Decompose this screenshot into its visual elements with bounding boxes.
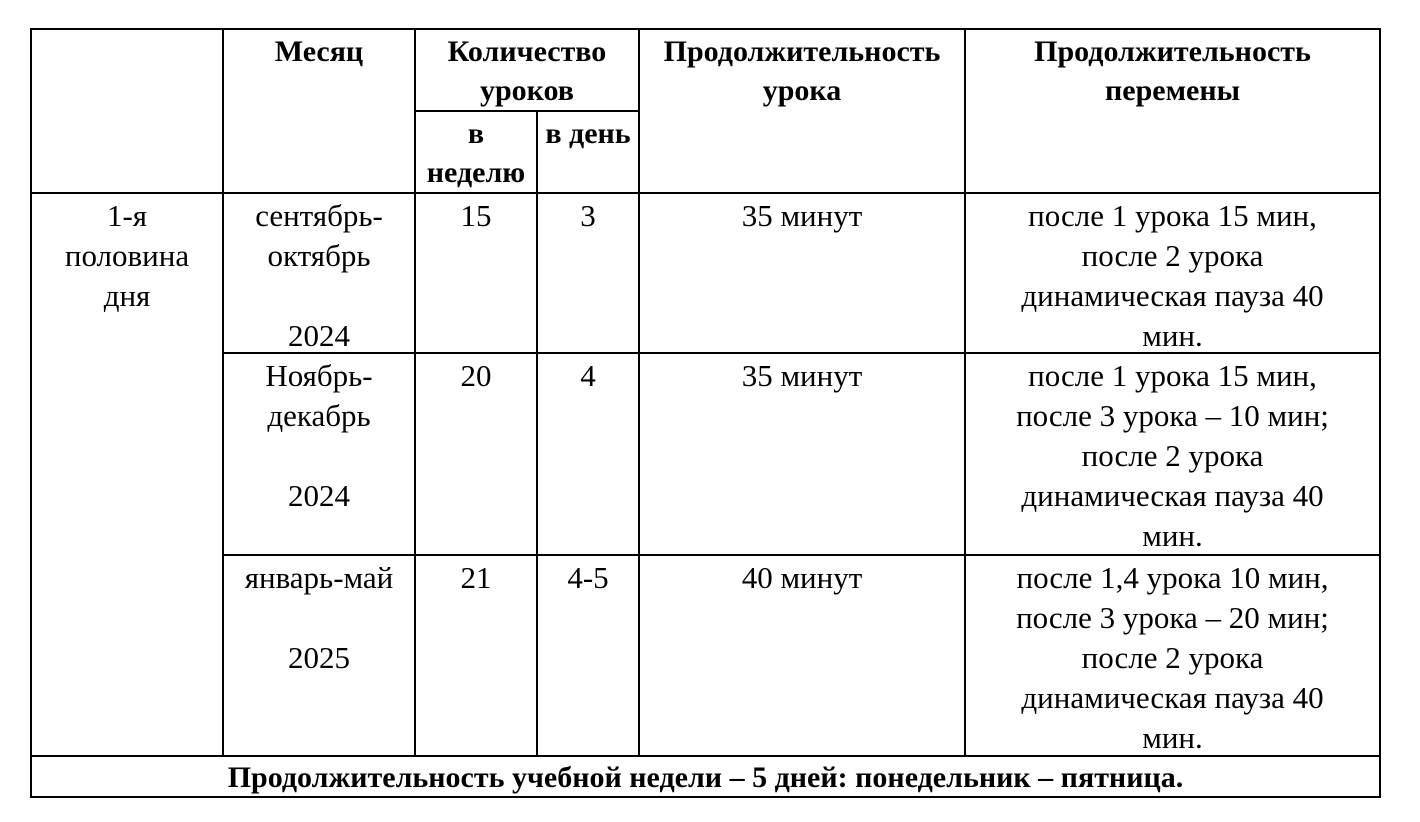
- table-border-top: [30, 28, 1381, 30]
- table-row-3-per-week: 21: [460, 560, 492, 595]
- header-lessons-count: Количество уроков: [447, 35, 607, 107]
- table-row-2-duration: 35 минут: [741, 358, 863, 393]
- header-bottom-line: [30, 192, 1381, 194]
- header-lesson-duration: Продолжительность урока: [663, 35, 941, 107]
- table-row-3-breaks: после 1,4 урока 10 мин, после 3 урока – 20 мин; после 2 урока динамическая пауза 40 мин.: [1016, 560, 1329, 755]
- shift-label: 1-я половина дня: [64, 198, 190, 313]
- table-row-3-duration: 40 минут: [741, 560, 863, 595]
- header-per-day: в день: [545, 117, 631, 150]
- header-split-line: [414, 110, 639, 112]
- table-row-2-per-week: 20: [460, 358, 492, 393]
- table-row-1-per-day: 3: [580, 198, 596, 233]
- table-row-1-month: сентябрь- октябрь 2024: [255, 198, 383, 353]
- table-row-2-per-day: 4: [580, 358, 596, 393]
- table-row-1-breaks: после 1 урока 15 мин, после 2 урока динамическая пауза 40 мин.: [1021, 198, 1324, 353]
- table-row-2-month: Ноябрь- декабрь 2024: [265, 358, 373, 513]
- header-month: Месяц: [274, 35, 364, 68]
- schedule-table: [30, 28, 1381, 798]
- table-border-left: [30, 28, 32, 798]
- table-row-2-breaks: после 1 урока 15 мин, после 3 урока – 10 мин; после 2 урока динамическая пауза 40 мин.: [1016, 358, 1329, 553]
- header-break-duration: Продолжительность перемены: [1034, 35, 1311, 107]
- header-per-week: в неделю: [426, 117, 526, 189]
- table-row-3-month: январь-май 2025: [244, 560, 394, 675]
- table-row-1-duration: 35 минут: [741, 198, 863, 233]
- table-border-right: [1379, 28, 1381, 798]
- table-row-3-per-day: 4-5: [567, 560, 609, 595]
- table-footer-note: Продолжительность учебной недели – 5 дней: понедельник – пятница.: [227, 761, 1184, 794]
- table-row-1-per-week: 15: [460, 198, 492, 233]
